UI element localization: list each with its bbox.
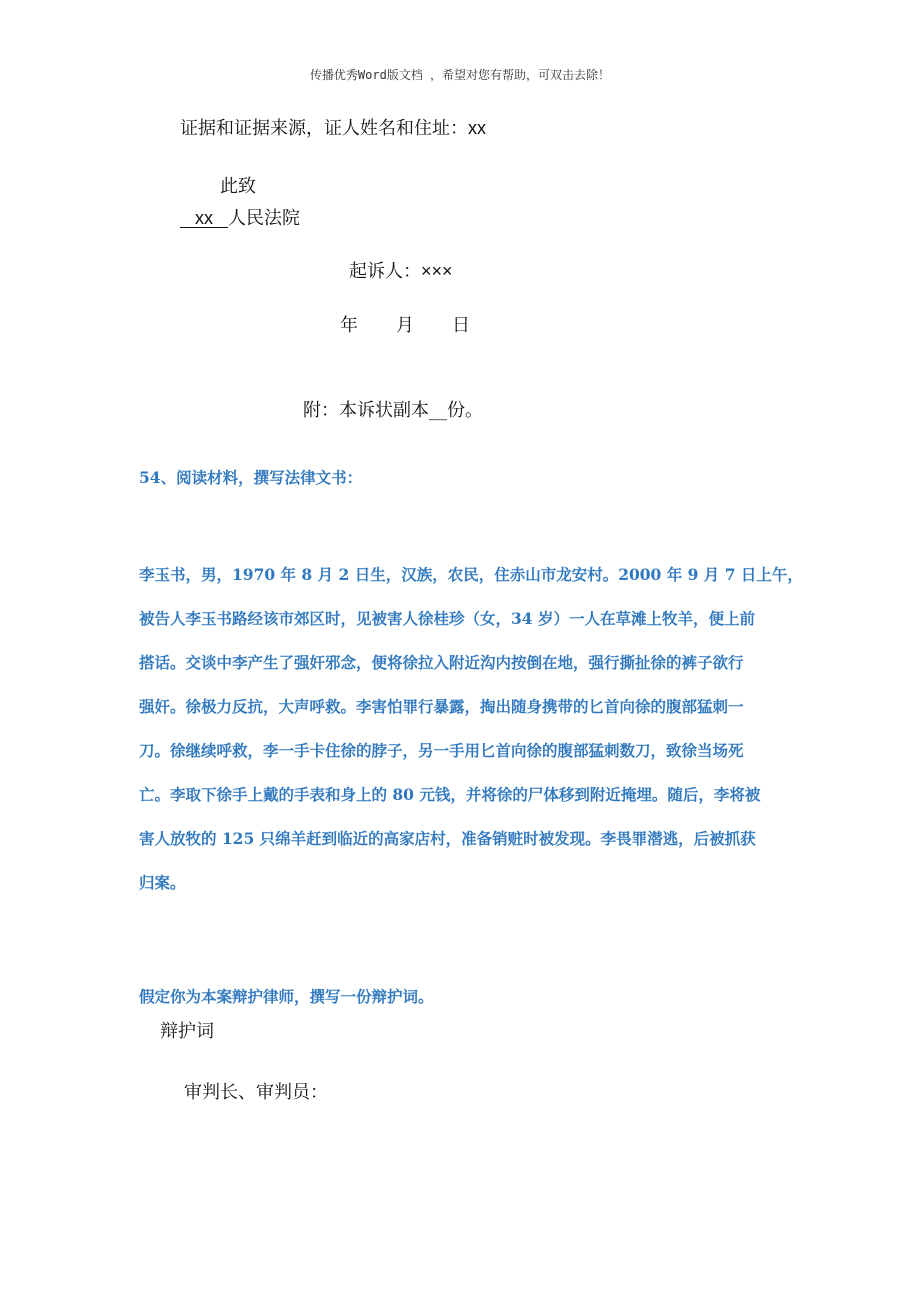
defense-title: 辩护词 <box>160 1021 214 1042</box>
case-line: 搭话。交谈中李产生了强奸邪念，便将徐拉入附近沟内按倒在地，强行撕扯徐的裤子欲行 <box>139 653 744 672</box>
case-line: 归案。 <box>139 873 186 892</box>
to-line: 此致 <box>220 176 256 197</box>
court-blank: xx <box>195 208 214 228</box>
case-line: 亡。李取下徐手上戴的手表和身上的 80 元钱，并将徐的尸体移到附近掩埋。随后，李将被 <box>139 785 761 804</box>
case-line: 害人放牧的 125 只绵羊赶到临近的高家店村，准备销赃时被发现。李畏罪潜逃，后被抓获 <box>139 829 756 848</box>
case-paragraph <box>139 553 803 905</box>
plaintiff-value: ××× <box>421 261 453 281</box>
evidence-line-value: xx <box>468 118 486 138</box>
document-header-banner: 传播优秀Word版文档 ，希望对您有帮助，可双击去除！ <box>309 68 611 82</box>
court-suffix: 人民法院 <box>228 208 301 229</box>
date-line <box>340 311 470 337</box>
evidence-line <box>180 114 486 140</box>
date-year: 年 <box>340 315 358 336</box>
case-line: 刀。徐继续呼救，李一手卡住徐的脖子，另一手用匕首向徐的腹部猛刺数刀，致徐当场死 <box>139 741 744 760</box>
defense-salutation: 审判长、审判员： <box>184 1082 328 1103</box>
evidence-line-label: 证据和证据来源，证人姓名和住址： <box>180 118 468 139</box>
attachment-line: 附：本诉状副本__份。 <box>303 400 483 421</box>
question-title: 54、阅读材料，撰写法律文书： <box>139 468 363 487</box>
task-line: 假定你为本案辩护律师，撰写一份辩护词。 <box>139 987 434 1006</box>
plaintiff-line <box>349 257 453 283</box>
court-line <box>180 204 300 230</box>
date-day: 日 <box>452 315 470 336</box>
plaintiff-label: 起诉人： <box>349 261 421 282</box>
case-line: 强奸。徐极力反抗，大声呼救。李害怕罪行暴露，掏出随身携带的匕首向徐的腹部猛刺一 <box>139 697 744 716</box>
case-line: 李玉书，男，1970 年 8 月 2 日生，汉族，农民，住赤山市龙安村。2000 年 9 月 7 日上午， <box>139 565 803 584</box>
date-month: 月 <box>396 315 414 336</box>
case-line: 被告人李玉书路经该市郊区时，见被害人徐桂珍（女，34 岁）一人在草滩上牧羊，便上前 <box>139 609 755 628</box>
